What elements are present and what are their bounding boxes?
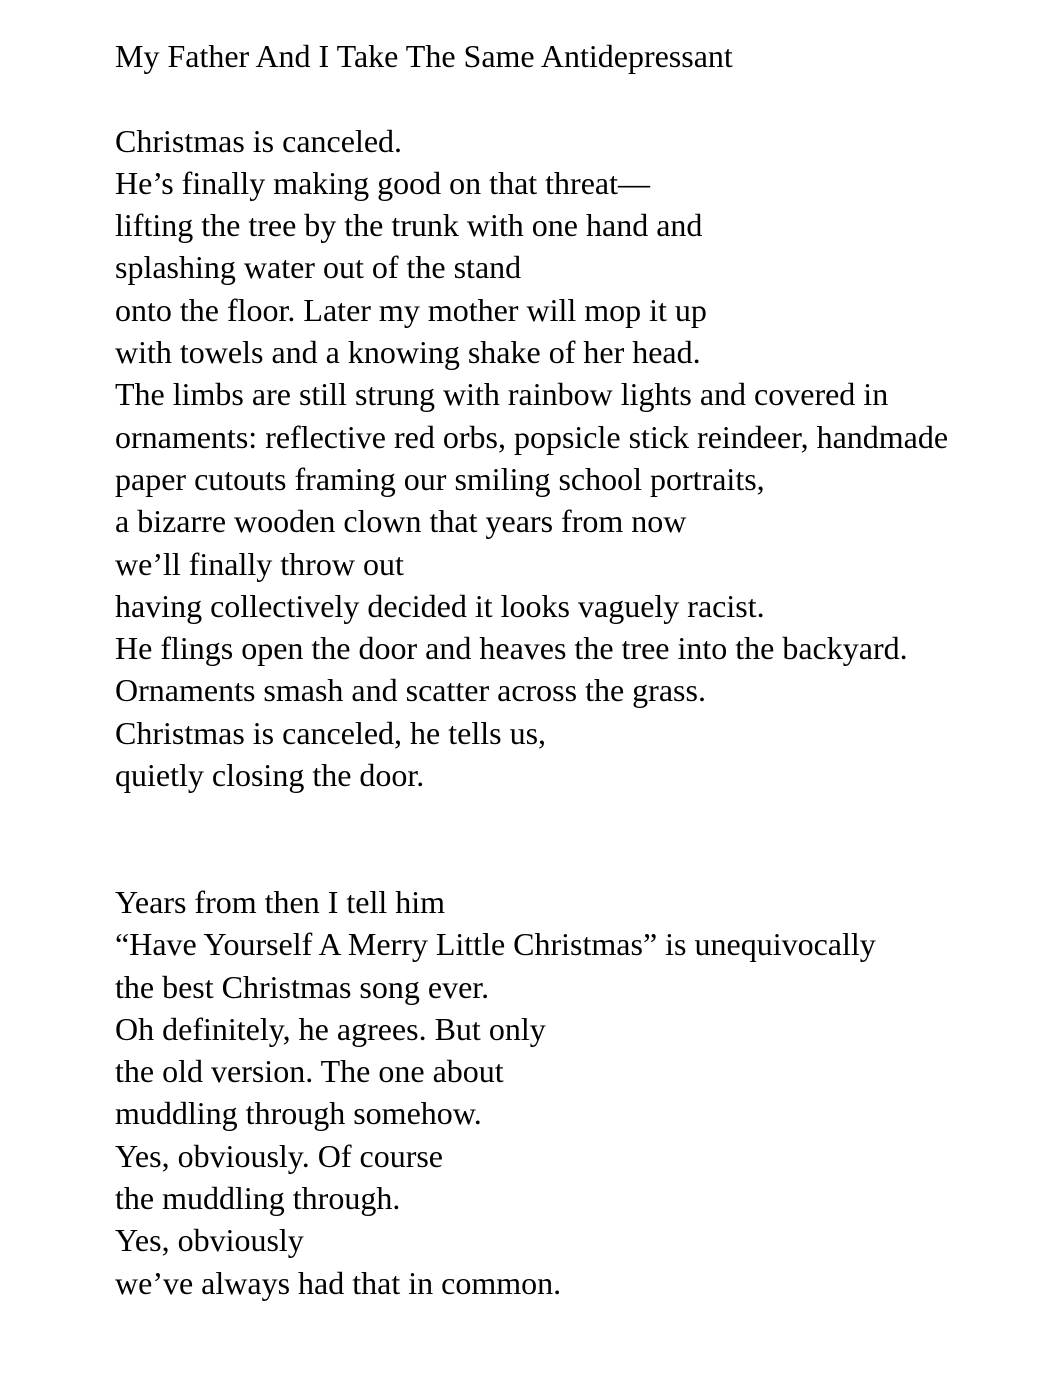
poem-line: Christmas is canceled, he tells us, bbox=[115, 714, 547, 751]
poem-line: the best Christmas song ever. bbox=[115, 968, 490, 1005]
poem-line: we’ve always had that in common. bbox=[115, 1264, 562, 1301]
poem-line: Yes, obviously bbox=[115, 1222, 304, 1259]
poem-line: Christmas is canceled. bbox=[115, 122, 403, 159]
poem-line: Ornaments smash and scatter across the grass. bbox=[115, 672, 706, 709]
poem-line: splashing water out of the stand bbox=[115, 249, 522, 286]
poem-line: Oh definitely, he agrees. But only bbox=[115, 1010, 546, 1047]
poem-line: He’s finally making good on that threat— bbox=[115, 164, 650, 201]
poem-line: ornaments: reflective red orbs, popsicle stick reindeer, handmade bbox=[115, 418, 949, 455]
poem-line: The limbs are still strung with rainbow lights and covered in bbox=[115, 376, 889, 413]
poem-line: He flings open the door and heaves the tree into the backyard. bbox=[115, 630, 908, 667]
poem-line: the old version. The one about bbox=[115, 1053, 504, 1090]
poem-line: quietly closing the door. bbox=[115, 757, 425, 794]
poem-stanza-2 bbox=[115, 881, 1024, 1304]
poem-line: Years from then I tell him bbox=[115, 883, 446, 920]
poem-line: the muddling through. bbox=[115, 1180, 401, 1217]
poem-line: “Have Yourself A Merry Little Christmas” is unequivocally bbox=[115, 926, 876, 963]
poem-line: muddling through somehow. bbox=[115, 1095, 482, 1132]
poem-line: onto the floor. Later my mother will mop it up bbox=[115, 291, 707, 328]
poem-stanza-1 bbox=[115, 120, 1024, 797]
poem-line: Yes, obviously. Of course bbox=[115, 1137, 443, 1174]
poem-line: a bizarre wooden clown that years from now bbox=[115, 503, 687, 540]
poem-line: paper cutouts framing our smiling school portraits, bbox=[115, 460, 765, 497]
poem-line: having collectively decided it looks vaguely racist. bbox=[115, 587, 765, 624]
poem-line: lifting the tree by the trunk with one hand and bbox=[115, 207, 703, 244]
poem-line: with towels and a knowing shake of her head. bbox=[115, 334, 701, 371]
poem-body bbox=[115, 120, 1024, 1304]
poem-line: we’ll finally throw out bbox=[115, 545, 404, 582]
poem-title: My Father And I Take The Same Antidepressant bbox=[115, 38, 733, 74]
